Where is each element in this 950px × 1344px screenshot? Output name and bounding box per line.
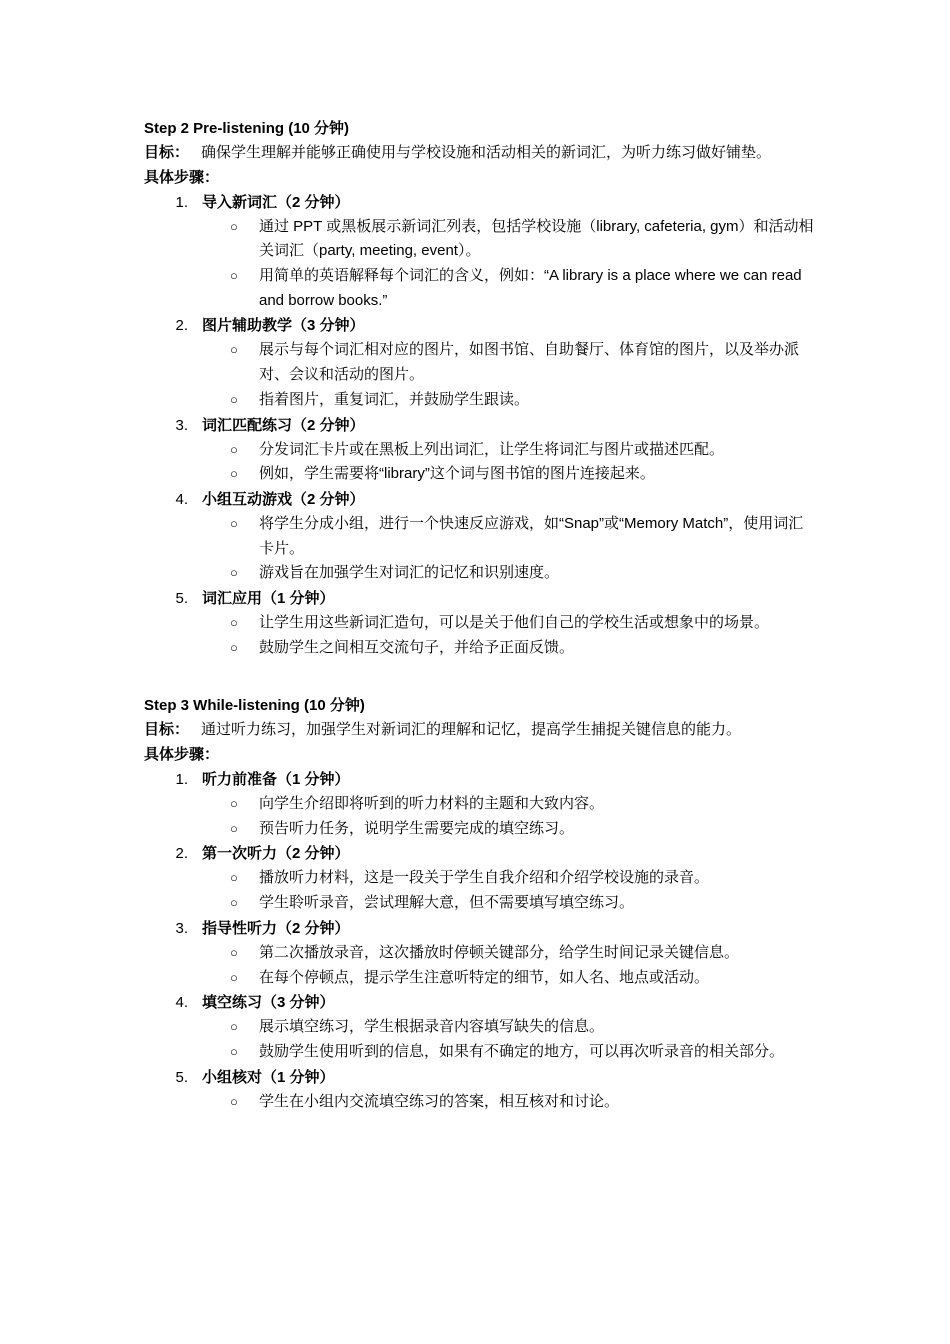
section-while-listening xyxy=(144,694,814,1114)
step-item xyxy=(144,586,814,660)
list-item: ○ 通过 PPT 或黑板展示新词汇列表，包括学校设施（library, cafeteria, gym）和活动相关词汇（party, meeting, event）。 xyxy=(202,215,814,264)
list-item: ○ 让学生用这些新词汇造句，可以是关于他们自己的学校生活或想象中的场景。 xyxy=(202,611,814,636)
list-item: ○ 第二次播放录音，这次播放时停顿关键部分，给学生时间记录关键信息。 xyxy=(202,941,814,966)
steps-label: 具体步骤： xyxy=(144,168,220,186)
list-item: ○ 例如，学生需要将“library”这个词与图书馆的图片连接起来。 xyxy=(202,462,814,487)
step-title: 指导性听力（2 分钟） xyxy=(202,919,350,937)
steps-label: 具体步骤： xyxy=(144,746,220,764)
list-item: ○ 展示与每个词汇相对应的图片，如图书馆、自助餐厅、体育馆的图片，以及举办派对、会议和活动的图片。 xyxy=(202,338,814,387)
step-title: 第一次听力（2 分钟） xyxy=(202,845,350,863)
step-item xyxy=(144,767,814,841)
goal-paragraph xyxy=(144,718,814,743)
circle-bullet-icon: ○ xyxy=(230,1093,238,1109)
list-item: ○ 预告听力任务，说明学生需要完成的填空练习。 xyxy=(202,817,814,842)
step-title: 听力前准备（1 分钟） xyxy=(202,771,350,789)
circle-bullet-icon: ○ xyxy=(230,218,238,234)
circle-bullet-icon: ○ xyxy=(230,1043,238,1059)
section-title: Step 3 While-listening (10 分钟) xyxy=(144,697,365,715)
step-number: 2 . xyxy=(144,313,188,338)
list-item: ○ 向学生介绍即将听到的听力材料的主题和大致内容。 xyxy=(202,792,814,817)
step-number: 5 . xyxy=(144,1065,188,1090)
step-number: 1 . xyxy=(144,190,188,215)
list-item: ○ 分发词汇卡片或在黑板上列出词汇，让学生将词汇与图片或描述匹配。 xyxy=(202,438,814,463)
list-item: ○ 鼓励学生之间相互交流句子，并给予正面反馈。 xyxy=(202,636,814,661)
document-page xyxy=(144,117,814,1114)
step-item xyxy=(144,841,814,915)
circle-bullet-icon: ○ xyxy=(230,969,238,985)
step-item xyxy=(144,916,814,990)
step-title: 图片辅助教学（3 分钟） xyxy=(202,317,365,335)
step-title: 小组核对（1 分钟） xyxy=(202,1068,335,1086)
step-number: 3 . xyxy=(144,916,188,941)
step-item xyxy=(144,313,814,412)
circle-bullet-icon: ○ xyxy=(230,565,238,581)
circle-bullet-icon: ○ xyxy=(230,796,238,812)
list-item: ○ 鼓励学生使用听到的信息，如果有不确定的地方，可以再次听录音的相关部分。 xyxy=(202,1040,814,1065)
list-item: ○ 用简单的英语解释每个词汇的含义，例如：“A library is a place where we can read and borrow books.” xyxy=(202,264,814,313)
step-number: 4 . xyxy=(144,990,188,1015)
section-title: Step 2 Pre-listening (10 分钟) xyxy=(144,120,350,137)
circle-bullet-icon: ○ xyxy=(230,515,238,531)
step-title: 词汇匹配练习（2 分钟） xyxy=(202,416,365,434)
step-list xyxy=(144,190,814,661)
circle-bullet-icon: ○ xyxy=(230,441,238,457)
circle-bullet-icon: ○ xyxy=(230,268,238,283)
goal-text: 确保学生理解并能够正确使用与学校设施和活动相关的新词汇，为听力练习做好铺垫。 xyxy=(201,144,772,161)
step-title: 小组互动游戏（2 分钟） xyxy=(202,490,365,508)
step-number: 5 . xyxy=(144,586,188,611)
step-list xyxy=(144,767,814,1114)
step-title: 填空练习（3 分钟） xyxy=(202,994,335,1012)
step-item xyxy=(144,413,814,487)
list-item: ○ 展示填空练习，学生根据录音内容填写缺失的信息。 xyxy=(202,1015,814,1040)
circle-bullet-icon: ○ xyxy=(230,820,238,836)
circle-bullet-icon: ○ xyxy=(230,895,238,911)
step-title: 导入新词汇（2 分钟） xyxy=(202,193,350,211)
circle-bullet-icon: ○ xyxy=(230,639,238,655)
goal-label: 目标： xyxy=(144,721,190,739)
step-number: 2 . xyxy=(144,841,188,866)
step-item xyxy=(144,990,814,1064)
goal-text: 通过听力练习，加强学生对新词汇的理解和记忆，提高学生捕捉关键信息的能力。 xyxy=(201,721,742,739)
list-item: ○ 在每个停顿点，提示学生注意听特定的细节，如人名、地点或活动。 xyxy=(202,966,814,991)
section-pre-listening xyxy=(144,117,814,660)
circle-bullet-icon: ○ xyxy=(230,615,238,631)
step-title: 词汇应用（1 分钟） xyxy=(202,590,335,608)
step-item xyxy=(144,1065,814,1115)
step-number: 1 . xyxy=(144,767,188,792)
step-item xyxy=(144,487,814,586)
goal-label: 目标： xyxy=(144,144,190,161)
list-item: ○ 播放听力材料，这是一段关于学生自我介绍和介绍学校设施的录音。 xyxy=(202,866,814,891)
list-item: ○ 学生在小组内交流填空练习的答案，相互核对和讨论。 xyxy=(202,1090,814,1115)
step-item xyxy=(144,190,814,314)
circle-bullet-icon: ○ xyxy=(230,944,238,960)
circle-bullet-icon: ○ xyxy=(230,1019,238,1035)
circle-bullet-icon: ○ xyxy=(230,466,238,482)
list-item: ○ 游戏旨在加强学生对词汇的记忆和识别速度。 xyxy=(202,561,814,586)
list-item: ○ 将学生分成小组，进行一个快速反应游戏，如“Snap”或“Memory Match”，使用词汇卡片。 xyxy=(202,512,814,561)
circle-bullet-icon: ○ xyxy=(230,391,238,407)
step-number: 3 . xyxy=(144,413,188,438)
goal-paragraph xyxy=(144,141,814,166)
list-item: ○ 指着图片，重复词汇，并鼓励学生跟读。 xyxy=(202,388,814,413)
circle-bullet-icon: ○ xyxy=(230,342,238,358)
step-number: 4 . xyxy=(144,487,188,512)
circle-bullet-icon: ○ xyxy=(230,870,238,886)
list-item: ○ 学生聆听录音，尝试理解大意，但不需要填写填空练习。 xyxy=(202,891,814,916)
